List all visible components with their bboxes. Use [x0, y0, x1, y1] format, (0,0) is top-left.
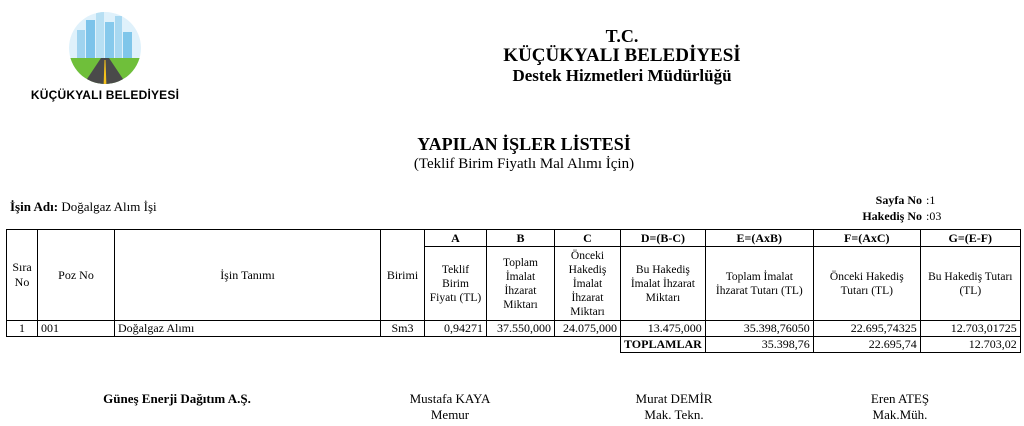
- cell-a: 0,94271: [425, 321, 487, 337]
- table-row: [7, 321, 1021, 337]
- totals-g: 12.703,02: [920, 337, 1020, 353]
- signature-company: [92, 391, 262, 407]
- cell-d: 13.475,000: [621, 321, 706, 337]
- job-value: Doğalgaz Alım İşi: [61, 199, 157, 214]
- header-a-sub: Teklif Birim Fiyatı (TL): [425, 247, 487, 321]
- header-tc: T.C.: [605, 26, 639, 46]
- header-e-sub: Toplam İmalat İhzarat Tutarı (TL): [705, 247, 813, 321]
- document-title: YAPILAN İŞLER LİSTESİ: [417, 134, 631, 154]
- document-subtitle: (Teklif Birim Fiyatlı Mal Alımı İçin): [413, 156, 635, 172]
- cell-sira: 1: [7, 321, 38, 337]
- signer-2-title: Mak. Tekn.: [644, 407, 704, 422]
- header-tanim: İşin Tanımı: [115, 230, 381, 321]
- header-a: A: [425, 230, 487, 247]
- signer-1-name: Mustafa KAYA: [409, 391, 491, 406]
- page-no-label: Sayfa No: [875, 193, 922, 207]
- header-municipality: KÜÇÜKYALI BELEDİYESİ: [503, 45, 741, 66]
- cell-poz: 001: [38, 321, 115, 337]
- signer-3-title: Mak.Müh.: [872, 407, 928, 422]
- signature-1: [380, 391, 520, 423]
- totals-label: TOPLAMLAR: [621, 337, 706, 353]
- job-name: [10, 199, 157, 215]
- cell-f: 22.695,74325: [813, 321, 920, 337]
- totals-f: 22.695,74: [813, 337, 920, 353]
- signer-2-name: Murat DEMİR: [635, 391, 713, 406]
- cell-g: 12.703,01725: [920, 321, 1020, 337]
- header-e: E=(AxB): [705, 230, 813, 247]
- header-b: B: [487, 230, 555, 247]
- page-no-value: :1: [926, 193, 936, 207]
- company-name: Güneş Enerji Dağıtım A.Ş.: [103, 391, 251, 406]
- signature-2: [604, 391, 744, 423]
- header-sira: Sıra No: [7, 230, 38, 321]
- cell-tanim: Doğalgaz Alımı: [115, 321, 381, 337]
- header-c: C: [555, 230, 621, 247]
- cell-e: 35.398,76050: [705, 321, 813, 337]
- header-g: G=(E-F): [920, 230, 1020, 247]
- header-g-sub: Bu Hakediş Tutarı (TL): [920, 247, 1020, 321]
- header-b-sub: Toplam İmalat İhzarat Miktarı: [487, 247, 555, 321]
- totals-row: [7, 337, 1021, 353]
- header-f: F=(AxC): [813, 230, 920, 247]
- signature-3: [830, 391, 970, 423]
- cell-b: 37.550,000: [487, 321, 555, 337]
- header-d-sub: Bu Hakediş İmalat İhzarat Miktarı: [621, 247, 706, 321]
- job-label: İşin Adı:: [10, 199, 59, 214]
- progress-no-label: Hakediş No: [862, 209, 922, 223]
- logo-text: KÜÇÜKYALI BELEDİYESİ: [30, 88, 180, 102]
- header-c-sub: Önceki Hakediş İmalat İhzarat Miktarı: [555, 247, 621, 321]
- page-meta: [832, 192, 956, 224]
- cell-c: 24.075,000: [555, 321, 621, 337]
- cell-birim: Sm3: [381, 321, 425, 337]
- header-poz: Poz No: [38, 230, 115, 321]
- totals-e: 35.398,76: [705, 337, 813, 353]
- works-table: [6, 229, 1021, 353]
- signer-3-name: Eren ATEŞ: [870, 391, 930, 406]
- header-f-sub: Önceki Hakediş Tutarı (TL): [813, 247, 920, 321]
- header-d: D=(B-C): [621, 230, 706, 247]
- signer-1-title: Memur: [430, 407, 470, 422]
- header-directorate: Destek Hizmetleri Müdürlüğü: [512, 66, 732, 85]
- header-birim: Birimi: [381, 230, 425, 321]
- progress-no-value: :03: [926, 209, 942, 223]
